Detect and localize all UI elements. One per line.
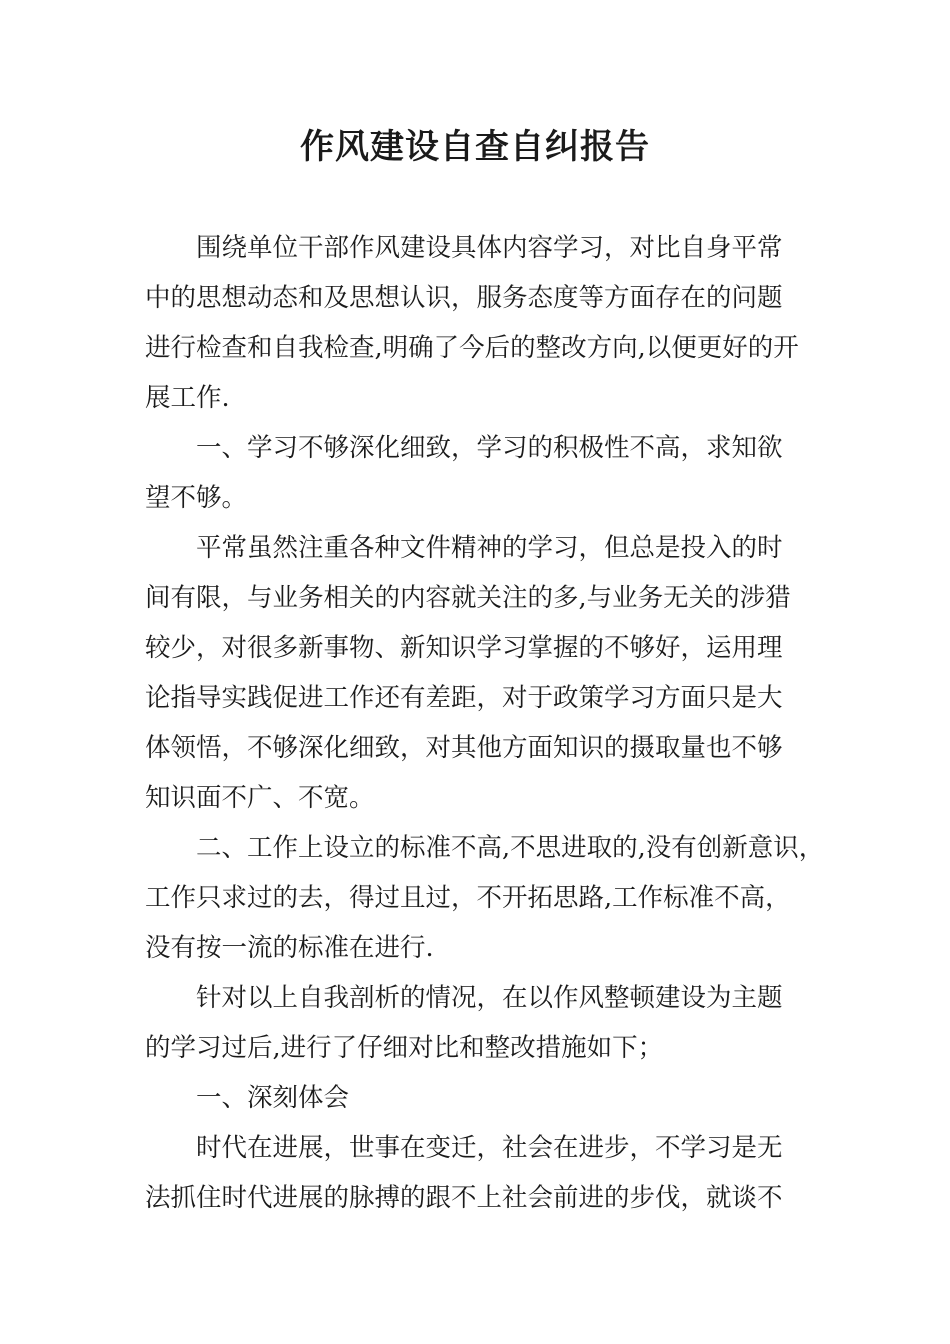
body-line: 展工作. xyxy=(145,383,230,413)
body-line: 针对以上自我剖析的情况，在以作风整顿建设为主题 xyxy=(145,983,783,1013)
body-line: 的学习过后,进行了仔细对比和整改措施如下； xyxy=(145,1033,664,1063)
body-line: 望不够。 xyxy=(145,483,248,513)
body-line: 进行检查和自我检查,明确了今后的整改方向,以便更好的开 xyxy=(145,333,799,363)
body-line: 法抓住时代进展的脉搏的跟不上社会前进的步伐，就谈不 xyxy=(145,1183,783,1213)
body-line: 一、深刻体会 xyxy=(145,1083,350,1113)
document-title: 作风建设自查自纠报告 xyxy=(300,127,650,167)
body-line: 间有限，与业务相关的内容就关注的多,与业务无关的涉猎 xyxy=(145,583,791,613)
body-line: 中的思想动态和及思想认识，服务态度等方面存在的问题 xyxy=(145,283,783,313)
body-line: 较少，对很多新事物、新知识学习掌握的不够好，运用理 xyxy=(145,633,783,663)
body-line: 知识面不广、不宽。 xyxy=(145,783,375,813)
body-line: 二、工作上设立的标准不高,不思进取的,没有创新意识， xyxy=(145,833,825,863)
body-line: 时代在进展，世事在变迁，社会在进步，不学习是无 xyxy=(145,1133,783,1163)
body-line: 围绕单位干部作风建设具体内容学习，对比自身平常 xyxy=(145,233,783,263)
body-line: 没有按一流的标准在进行. xyxy=(145,933,434,963)
body-line: 平常虽然注重各种文件精神的学习，但总是投入的时 xyxy=(145,533,783,563)
body-line: 一、学习不够深化细致，学习的积极性不高，求知欲 xyxy=(145,433,783,463)
body-line: 体领悟，不够深化细致，对其他方面知识的摄取量也不够 xyxy=(145,733,783,763)
body-line: 论指导实践促进工作还有差距，对于政策学习方面只是大 xyxy=(145,683,783,713)
body-line: 工作只求过的去，得过且过，不开拓思路,工作标准不高， xyxy=(145,883,791,913)
